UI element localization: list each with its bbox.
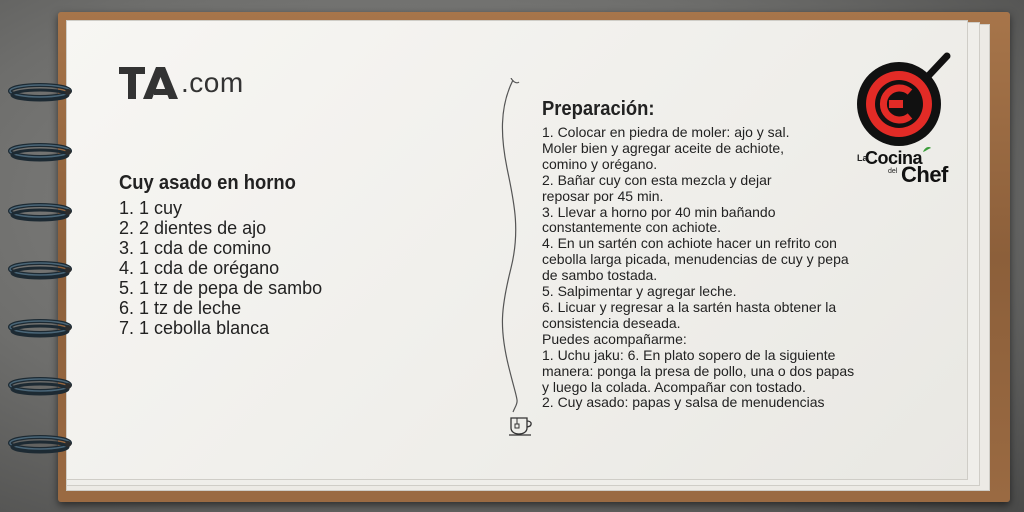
step-line: manera: ponga la presa de pollo, una o dos papas bbox=[542, 362, 855, 379]
step-line: 1. Uchu jaku: 6. En plato sopero de la siguiente bbox=[542, 346, 836, 363]
step-line: comino y orégano. bbox=[542, 155, 658, 172]
step-line: 2. Cuy asado: papas y salsa de menudencias bbox=[542, 394, 825, 411]
step-line: 3. Llevar a horno por 40 min bañando bbox=[542, 203, 776, 220]
step-line: 2. Bañar cuy con esta mezcla y dejar bbox=[542, 171, 772, 188]
ta-logo-icon bbox=[119, 67, 181, 99]
spiral-ring bbox=[6, 258, 72, 280]
ingredient-item: 3. 1 cda de comino bbox=[119, 238, 272, 258]
teacup-icon bbox=[508, 414, 536, 436]
spiral-ring bbox=[6, 316, 72, 338]
ingredient-item: 2. 2 dientes de ajo bbox=[119, 218, 267, 238]
site-logo-domain: .com bbox=[181, 67, 244, 98]
steam-divider-icon bbox=[495, 78, 529, 414]
step-line: de sambo tostada. bbox=[542, 267, 658, 284]
step-line: Moler bien y agregar aceite de achiote, bbox=[542, 139, 785, 156]
preparation-title: Preparación: bbox=[542, 98, 655, 120]
ingredient-list bbox=[119, 198, 322, 338]
ingredient-item: 5. 1 tz de pepa de sambo bbox=[119, 278, 323, 298]
step-line: 1. Colocar en piedra de moler: ajo y sal. bbox=[542, 124, 790, 140]
step-line: y luego la colada. Acompañar con tostado. bbox=[542, 378, 806, 395]
spiral-ring bbox=[6, 432, 72, 454]
chef-logo-cocina: Cocina bbox=[865, 148, 923, 168]
chef-logo-del: del bbox=[888, 168, 898, 175]
spiral-ring bbox=[6, 140, 72, 162]
spiral-ring bbox=[6, 200, 72, 222]
step-line: consistencia deseada. bbox=[542, 314, 681, 331]
ingredient-item: 1. 1 cuy bbox=[119, 198, 183, 218]
step-line: 4. En un sartén con achiote hacer un refrito con bbox=[542, 235, 837, 252]
step-line: constantemente con achiote. bbox=[542, 219, 722, 236]
chef-logo-la: La bbox=[857, 153, 868, 163]
step-line: Puedes acompañarme: bbox=[542, 330, 687, 347]
recipe-title: Cuy asado en horno bbox=[119, 172, 296, 194]
step-line: 5. Salpimentar y agregar leche. bbox=[542, 283, 737, 300]
spiral-ring bbox=[6, 374, 72, 396]
ingredient-item: 6. 1 tz de leche bbox=[119, 298, 242, 318]
spiral-ring bbox=[6, 80, 72, 102]
ingredient-item: 4. 1 cda de orégano bbox=[119, 258, 280, 278]
ingredient-item: 7. 1 cebolla blanca bbox=[119, 318, 270, 338]
step-line: reposar por 45 min. bbox=[542, 187, 664, 204]
chef-logo-chef: Chef bbox=[901, 162, 948, 187]
step-line: cebolla larga picada, menudencias de cuy y pepa bbox=[542, 251, 849, 268]
site-logo bbox=[119, 66, 244, 100]
step-line: 6. Licuar y regresar a la sartén hasta obtener la bbox=[542, 298, 837, 315]
